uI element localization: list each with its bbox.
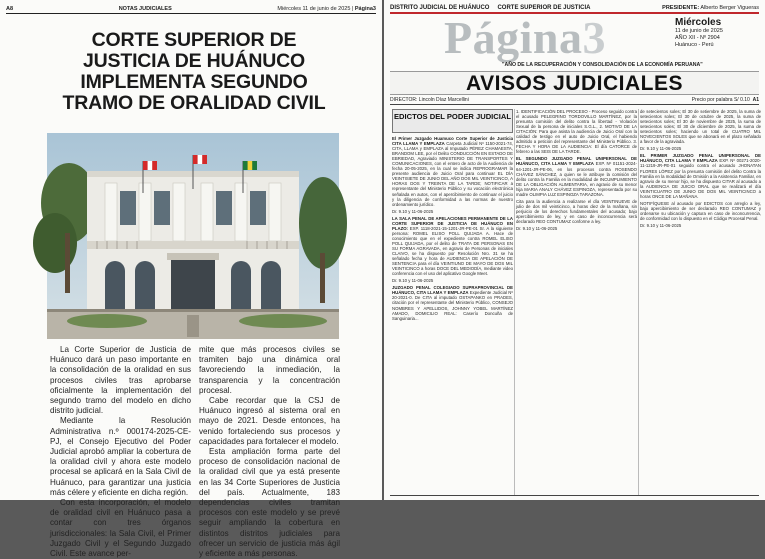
article-body-column-1: [50, 345, 191, 559]
court-building-image: [47, 133, 339, 339]
director-line: DIRECTOR: Lincoln Díaz Marcellini: [390, 97, 469, 103]
president-line: PRESIDENTE: Alberto Berger Vigueras: [662, 4, 759, 11]
notice: 1. IDENTIFICACIÓN DEL PROCESO - Proceso seguido contra el acusado PELEGRINO TORDOVILLO MARTÍNEZ, por la presunta comisión del delito contra la libertad - Violación Sexual de la persona de iniciales S.G.L., 2. MOTIVO DE LA CITACIÓN: Para que asista la audiencia de Juicio Oral con la calidad de testigo en el auto de Juicio Oral, el habiendo admitido a petición del representante del Ministerio Público. 3. FECHA Y HORA DE LA AUDIENCIA: El día CATORCE de febrero a las SEIS DE LA TARDE.: [516, 109, 637, 155]
edition-place: Huánuco - Perú: [675, 42, 714, 49]
paragraph: Mediante la Resolución Administrativa n.º 000174-2025-CE-PJ, el Consejo Ejecutivo del Poder Judicial aprobó ampliar la cobertura de la oralidad civil y ahora este modelo procesal se aplicará en la Sala Civil de Huánuco, para garantizar una justicia más célere y eficiente en dicha región.: [50, 416, 191, 497]
notices-column-3: [640, 109, 761, 495]
notice-date: Dr. 9.10 y 11-06-2025: [640, 222, 682, 228]
article-body-column-2: [199, 345, 340, 559]
info-bar: [390, 97, 759, 105]
weekday: Miércoles: [675, 17, 722, 28]
left-running-head: [6, 4, 376, 14]
edition-issue: AÑO XII - Nº 2904: [675, 35, 720, 42]
notices-column-2: [516, 109, 637, 495]
notice: EL PRIMER JUZGADO PENAL UNIPERSONAL DE HUÁNUCO, CITA LLAMA Y EMPLAZA EXP. Nº 00271-2020-11-1219-JR-PE-01 seguido contra el acusado JHONATAN FLORES LÓPEZ por la presunta comisión del delito Contra la Familia en la modalidad de Omisión a la Asistencia Familiar, en agravio de su menor hijo, se ha dispuesto CITAR al acusado a la AUDIENCIA DE JUICIO ORAL que se realizará el día VEINTICUATRO DE JUNIO DE DOS MIL VEINTICINCO a horas ONCE DE LA MAÑANA.: [640, 153, 761, 199]
column-divider: [638, 109, 639, 495]
right-newspaper-page: [384, 0, 765, 500]
column-divider: [514, 109, 515, 495]
court-label: CORTE SUPERIOR DE JUSTICIA: [497, 4, 591, 11]
masthead-top-bar: [390, 3, 759, 12]
president-name: Alberto Berger Vigueras: [700, 4, 759, 11]
edition-date-block: [675, 17, 759, 50]
notice: Cita para la audiencia a realizarse el día VEINTINUEVE de julio de dos mil veinticinco, a horas diez de la mañana, sin perjuicio de los derechos fundamentales del acusado; bajo apercibimiento de ley, y en caso de inconcurrencia será declarado REO CONTUMAZ conforme a ley.: [516, 198, 637, 224]
footer-rule: [390, 495, 759, 498]
newspaper-logo: Página3: [444, 12, 606, 63]
left-newspaper-page: [0, 0, 382, 559]
notice: El Primer Juzgado Huamuco Corte Superior de Justicia CITA LLAMA Y EMPLAZA Carpeta Judicial Nº 1150-2021-74, CITA, LLAMA y EMPLAZA al Imputado PÉREZ CHAMAESTA, BRANDOM LEE, por el Delito CONDUCCIÓN EN ESTADO DE EBRIEDAD, Agraviado MINISTERIO DE TRANSPORTES Y COMUNICACIONES, con el entero de acto de la Audiencia de fecha 20-05-2025, en la cual se indica REPROGRAMAR la presente audiencia de Juicio Oral para continuar EL DÍA VEINTISIETE DE JUNIO DEL AÑO DOS MIL VEINTICINCO, A HORAS DOS Y TREINTA DE LA TARDE; NOTIFICAR a representante del Ministerio Público y su vocación electrónica señalada en autos, con el apercibimiento de continuar el juicio y la diligencia de conformidad a las normas de nuestro ordenamiento jurídico.: [392, 136, 513, 207]
article-headline: CORTE SUPERIOR DE JUSTICIA DE HUÁNUCO IMPLEMENTA SEGUNDO TRAMO DE ORALIDAD CIVIL: [62, 29, 326, 114]
paragraph: Cabe recordar que la CSJ de Huánuco ingresó al sistema oral en mayo de 2021. Desde entonces, ha venido fortaleciendo sus procesos y capacidades para fortalecer el modelo.: [199, 396, 340, 446]
section-title: AVISOS JUDICIALES: [390, 71, 759, 95]
notice: LA SALA PENAL DE APELACIONES PERMANENTE DE LA CORTE SUPERIOR DE JUSTICIA DE HUÁNUCO EN PLAZO: EXP. 1118-2021-15-1201-JR-PE-01 Sr. A la siguiente persona: ROMEL ELISO POLL QUIJADA A. Hace de conocimiento que en el expediente contra ROMEL ELISO POLL QUIJADA, por el delito de TRATA DE PERSONAS EN SU FORMA AGRAVADA, en agravio de Personas de iniciales CLAIVO, se ha dispuesto por Resolución Nro. 31 se ha señalado fecha y hora de AUDIENCIA DE APELACIÓN DE SENTENCIA para el día VEINTIUNO DE MAYO DE DOS MIL VEINTICINCO a horas DOCE DEL MEDIODÍA, mediante video conferencia con el uso del aplicativo Google Meet.: [392, 215, 513, 277]
year-slogan: "AÑO DE LA RECUPERACIÓN Y CONSOLIDACIÓN DE LA ECONOMÍA PERUANA": [502, 62, 703, 68]
notice: JUZGADO PENAL COLEGIADO SUPRAPROVINCIAL DE HUÁNUCO, CITA LLAMA Y EMPLAZA Expediente Judicial Nº 20-2021-0. De CITA al imputado OSTAPANKO en PRADES, citación por el representante del Ministerio Público, CONSEJO NOMBRES Y APELLIDOS, JOHNNY YOBEL MARTÍNEZ AMADO, DOMICILIO REAL: Caserío Doncuña de Sanguinaria...: [392, 285, 513, 321]
district-label: DISTRITO JUDICIAL DE HUÁNUCO: [390, 4, 490, 11]
notice: EL SEGUNDO JUZGADO PENAL UNIPERSONAL DE HUÁNUCO, CITA LLAMA Y EMPLAZA EXP. Nº 01151-2024-64-1201-JR-PE-06, en los procesos contra ROSENDO CHÁVEZ SÁNCHEZ, a quien se le atribuye la comisión del delito contra la Familia en la modalidad de INCUMPLIMIENTO DE LA OBLIGACIÓN ALIMENTARIA, en agravio de su menor hija MARIA ANALY CHÁVEZ ESPINOZA, representada por su madre OLIMPIA LUZ ESPINOZA TARAZONA.: [516, 156, 637, 197]
left-section-label: NOTAS JUDICIALES: [118, 5, 172, 12]
edictos-box: EDICTOS DEL PODER JUDICIAL: [392, 109, 513, 133]
paragraph: Con esta incorporación, el modelo de oralidad civil en Huánuco pasa a contar con tres órganos jurisdiccionales: la Sala Civil, el Primer Juzgado Civil y el Segundo Juzgado Civil. Este avance per-: [50, 498, 191, 559]
court-building-photo: [47, 133, 339, 339]
notice-date: Dr. 9.10 y 11-06-2025: [392, 278, 434, 284]
left-running-date: Miércoles 11 de junio de 2025 | Página3: [277, 5, 376, 12]
paragraph: mite que más procesos civiles se tramiten bajo una dinámica oral favoreciendo la inmediación, la transparencia y la concentración procesal.: [199, 345, 340, 395]
paragraph: La Corte Superior de Justicia de Huánuco dará un paso importante en la consolidación de la oralidad en sus procesos civiles tras aprobarse oficialmente la implementación del segundo tramo del modelo en dicho distrito judicial.: [50, 345, 191, 416]
notice: NOTIFÍQUESE al acusado por EDICTOS con arreglo a ley, bajo apercibimiento de ser declarado REO CONTUMAZ y ordenarse su ubicación y captura en caso de inconcurrencia, de conformidad con lo dispuesto en el Código Procesal Penal.: [640, 200, 761, 221]
notice-date: Dr. 9.10 y 11-06-2025: [392, 208, 434, 214]
notice-date: Dr. 9.10 y 11-06-2025: [516, 226, 558, 232]
left-running-brand: Página3: [354, 5, 376, 12]
edition-date: 11 de junio de 2025: [675, 28, 723, 34]
notice-date: Dr. 9.10 y 11-06-2025: [640, 146, 682, 152]
price-line: Precio por palabra S/ 0.10 A1: [691, 97, 759, 103]
left-page-number: A8: [6, 5, 14, 12]
notices-column-1: [392, 109, 513, 495]
notice: de setecientos soles; El 30 de setiembre de 2025, la suma de setecientos soles; El 30 de octubre de 2025, la suma de setecientos soles; El 30 de noviembre de 2025, la suma de setecientos soles; El 30 de diciembre de 2025, la suma de setecientos soles; haciendo un total de CUATRO MIL NOVECIENTOS SOLES que se abonará en el plazo señalado a favor de la agraviada.: [640, 109, 761, 145]
paragraph: Esta ampliación forma parte del proceso de consolidación nacional de la oralidad civil que ya está presente en las 34 Corte Superiores de Justicia del país. Actualmente, 183 dependencias civiles tramitan procesos con este modelo y se prevé seguir ampliando la cobertura en distintos distritos judiciales para ofrecer un servicio de justicia más ágil y eficiente a más personas.: [199, 447, 340, 559]
